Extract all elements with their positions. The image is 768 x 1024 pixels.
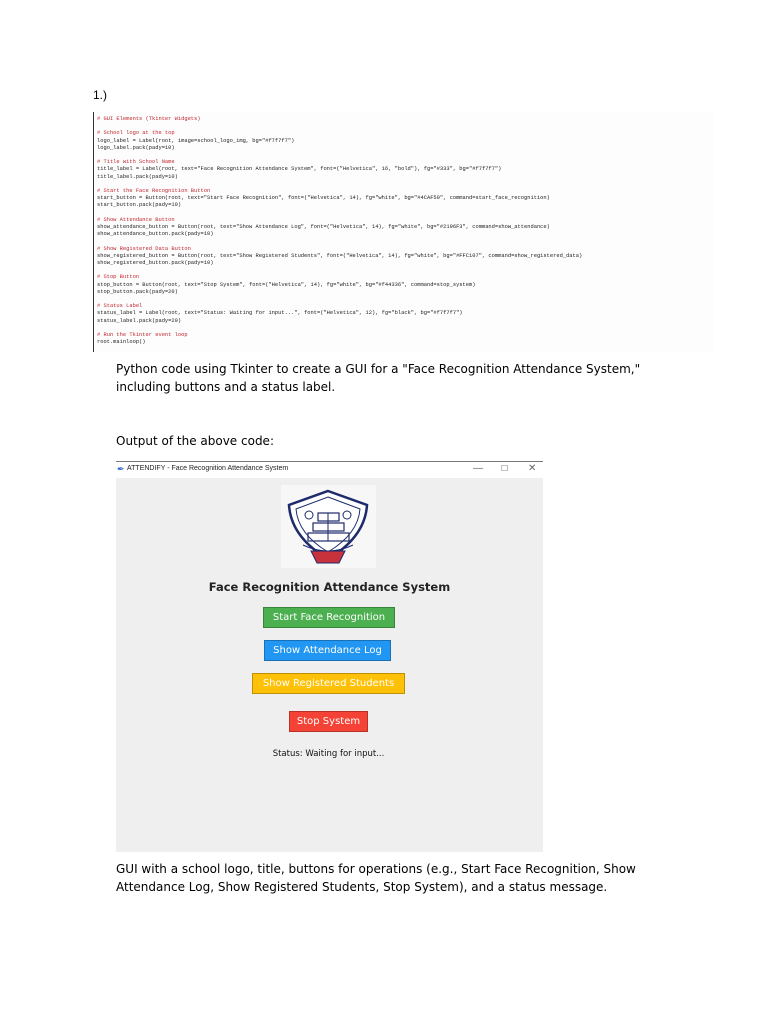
- code-line: # Show Registered Data Button: [97, 245, 191, 252]
- code-line: stop_button.pack(pady=20): [97, 288, 178, 295]
- maximize-icon[interactable]: ☐: [501, 464, 509, 473]
- show-registered-students-button[interactable]: Show Registered Students: [252, 673, 405, 694]
- code-line: title_label = Label(root, text="Face Recognition Attendance System", font=("Helvetica", 16, "bold"), fg="#333", bg="#f7f7f7"): [97, 166, 502, 173]
- code-line: show_registered_button = Button(root, text="Show Registered Students", font=("Helvetica", 14), fg="white", bg="#FFC107", command=show_registered_data): [97, 252, 583, 259]
- code-line: # Stop Button: [97, 274, 140, 281]
- code-line: start_button = Button(root, text="Start Face Recognition", font=("Helvetica", 14), fg="white", bg="#4CAF50", command=start_face_recognition): [97, 195, 550, 202]
- output-caption: Output of the above code:: [116, 434, 274, 448]
- code-line: stop_button = Button(root, text="Stop System", font=("Helvetica", 14), fg="white", bg="#f44336", command=stop_system): [97, 281, 476, 288]
- code-line: root.mainloop(): [97, 339, 146, 346]
- window-title-bar[interactable]: [116, 461, 543, 478]
- stop-system-button[interactable]: Stop System: [289, 711, 368, 732]
- code-caption: Python code using Tkinter to create a GUI for a "Face Recognition Attendance System," including buttons and a status label.: [116, 362, 641, 394]
- code-line: title_label.pack(pady=10): [97, 173, 178, 180]
- gui-caption: GUI with a school logo, title, buttons for operations (e.g., Start Face Recognition, Show Attendance Log, Show Registered Students, Stop System), and a status message.: [116, 862, 636, 894]
- code-line: status_label = Label(root, text="Status: Waiting for input...", font=("Helvetica", 12), fg="black", bg="#f7f7f7"): [97, 310, 463, 317]
- code-screenshot: [93, 112, 714, 352]
- code-line: # GUI Elements (Tkinter Widgets): [97, 116, 201, 122]
- code-line: start_button.pack(pady=10): [97, 202, 182, 209]
- close-icon[interactable]: ✕: [528, 463, 537, 474]
- code-line: show_attendance_button = Button(root, text="Show Attendance Log", font=("Helvetica", 14), fg="white", bg="#2196F3", command=show_attendance): [97, 224, 550, 230]
- code-line: # School logo at the top: [97, 130, 175, 137]
- show-attendance-log-button[interactable]: Show Attendance Log: [264, 640, 391, 661]
- code-line: logo_label.pack(pady=10): [97, 144, 175, 151]
- code-line: logo_label = Label(root, image=school_logo_img, bg="#f7f7f7"): [97, 137, 295, 144]
- school-logo: [281, 485, 376, 568]
- code-line: # Status Label: [97, 303, 143, 310]
- code-line: # Title with School Name: [97, 159, 175, 166]
- school-logo-emblem-icon: [281, 485, 376, 568]
- tkinter-window: [116, 461, 543, 852]
- item-number: 1.): [93, 88, 108, 102]
- code-line: status_label.pack(pady=20): [97, 317, 182, 324]
- minimize-icon[interactable]: —: [473, 463, 483, 474]
- app-title: Face Recognition Attendance System: [208, 580, 451, 594]
- code-line: # Show Attendance Button: [97, 216, 175, 223]
- code-line: # Start the Face Recognition Button: [97, 188, 211, 194]
- status-label: Status: Waiting for input...: [272, 749, 385, 759]
- start-face-recognition-button[interactable]: Start Face Recognition: [263, 607, 395, 628]
- tk-feather-icon: ✒: [117, 464, 125, 474]
- window-title: ATTENDIFY - Face Recognition Attendance System: [127, 465, 289, 472]
- code-line: show_registered_button.pack(pady=10): [97, 260, 214, 266]
- code-line: show_attendance_button.pack(pady=10): [97, 231, 214, 238]
- code-line: # Run the Tkinter event loop: [97, 332, 188, 338]
